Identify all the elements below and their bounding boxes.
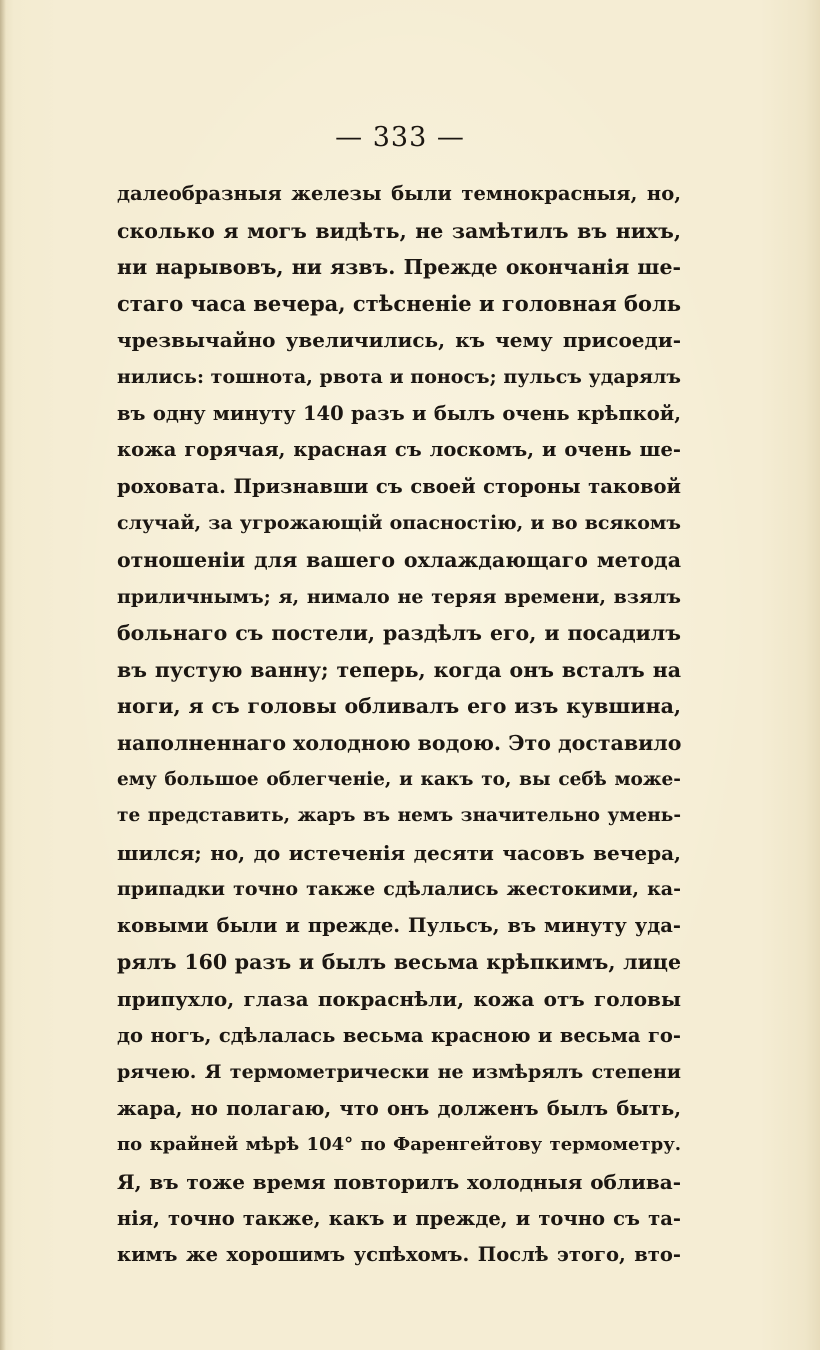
text-line: отношеніи для вашего охлаждающаго метода	[117, 547, 681, 572]
text-line: въ пустую ванну; теперь, когда онъ всталъ на	[117, 657, 681, 682]
text-line: ковыми были и прежде. Пульсъ, въ минуту уда-	[117, 913, 681, 937]
text-line: ноги, я съ головы обливалъ его изъ кувшина,	[117, 694, 681, 719]
text-line: припадки точно также сдѣлались жестокими, ка-	[117, 878, 681, 901]
text-line: далеобразныя железы были темнокрасныя, но,	[117, 182, 681, 205]
text-line: сколько я могъ видѣть, не замѣтилъ въ нихъ,	[117, 218, 681, 243]
text-line: приличнымъ; я, нимало не теряя времени, взялъ	[117, 585, 681, 608]
text-line: случай, за угрожающій опасностію, и во всякомъ	[117, 512, 681, 535]
text-line: те представить, жаръ въ немъ значительно умень-	[117, 805, 681, 827]
text-line: рячею. Я термометрически не измѣрялъ степени	[117, 1061, 681, 1084]
text-line: Я, въ тоже время повторилъ холодныя облива-	[117, 1170, 681, 1195]
text-line: ему большое облегченіе, и какъ то, вы себѣ може-	[117, 768, 681, 790]
text-line: припухло, глаза покраснѣли, кожа отъ головы	[117, 987, 681, 1012]
page-edge-shadow	[0, 0, 6, 1350]
text-line: кимъ же хорошимъ успѣхомъ. Послѣ этого, вто-	[117, 1243, 681, 1267]
text-line: стаго часа вечера, стѣсненіе и головная боль	[117, 290, 682, 316]
text-line: кожа горячая, красная съ лоскомъ, и очень ше-	[117, 438, 681, 462]
text-line: рялъ 160 разъ и былъ весьма крѣпкимъ, лице	[117, 950, 681, 975]
text-line: жара, но полагаю, что онъ долженъ былъ быть,	[117, 1096, 681, 1120]
text-line: больнаго съ постели, раздѣлъ его, и посадилъ	[117, 621, 681, 646]
text-line: до ногъ, сдѣлалась весьма красною и весьма го-	[117, 1023, 681, 1047]
text-line: роховата. Признавши съ своей стороны таковой	[117, 474, 681, 498]
text-line: наполненнаго холодною водою. Это доставило	[117, 730, 682, 755]
text-line: ни нарывовъ, ни язвъ. Прежде окончанія ше-	[117, 255, 681, 280]
text-line: по крайней мѣрѣ 104° по Фаренгейтову термометру.	[117, 1134, 681, 1156]
text-line: въ одну минуту 140 разъ и былъ очень крѣпкой,	[117, 401, 681, 425]
text-line: нія, точно также, какъ и прежде, и точно съ та-	[117, 1206, 681, 1230]
text-line: нились: тошнота, рвота и поносъ; пульсъ ударялъ	[117, 365, 681, 388]
text-line: шился; но, до истеченія десяти часовъ вечера,	[117, 840, 681, 865]
page-number: — 333 —	[335, 122, 465, 153]
text-line: чрезвычайно увеличились, къ чему присоеди-	[117, 328, 681, 353]
body-text	[117, 176, 681, 1274]
